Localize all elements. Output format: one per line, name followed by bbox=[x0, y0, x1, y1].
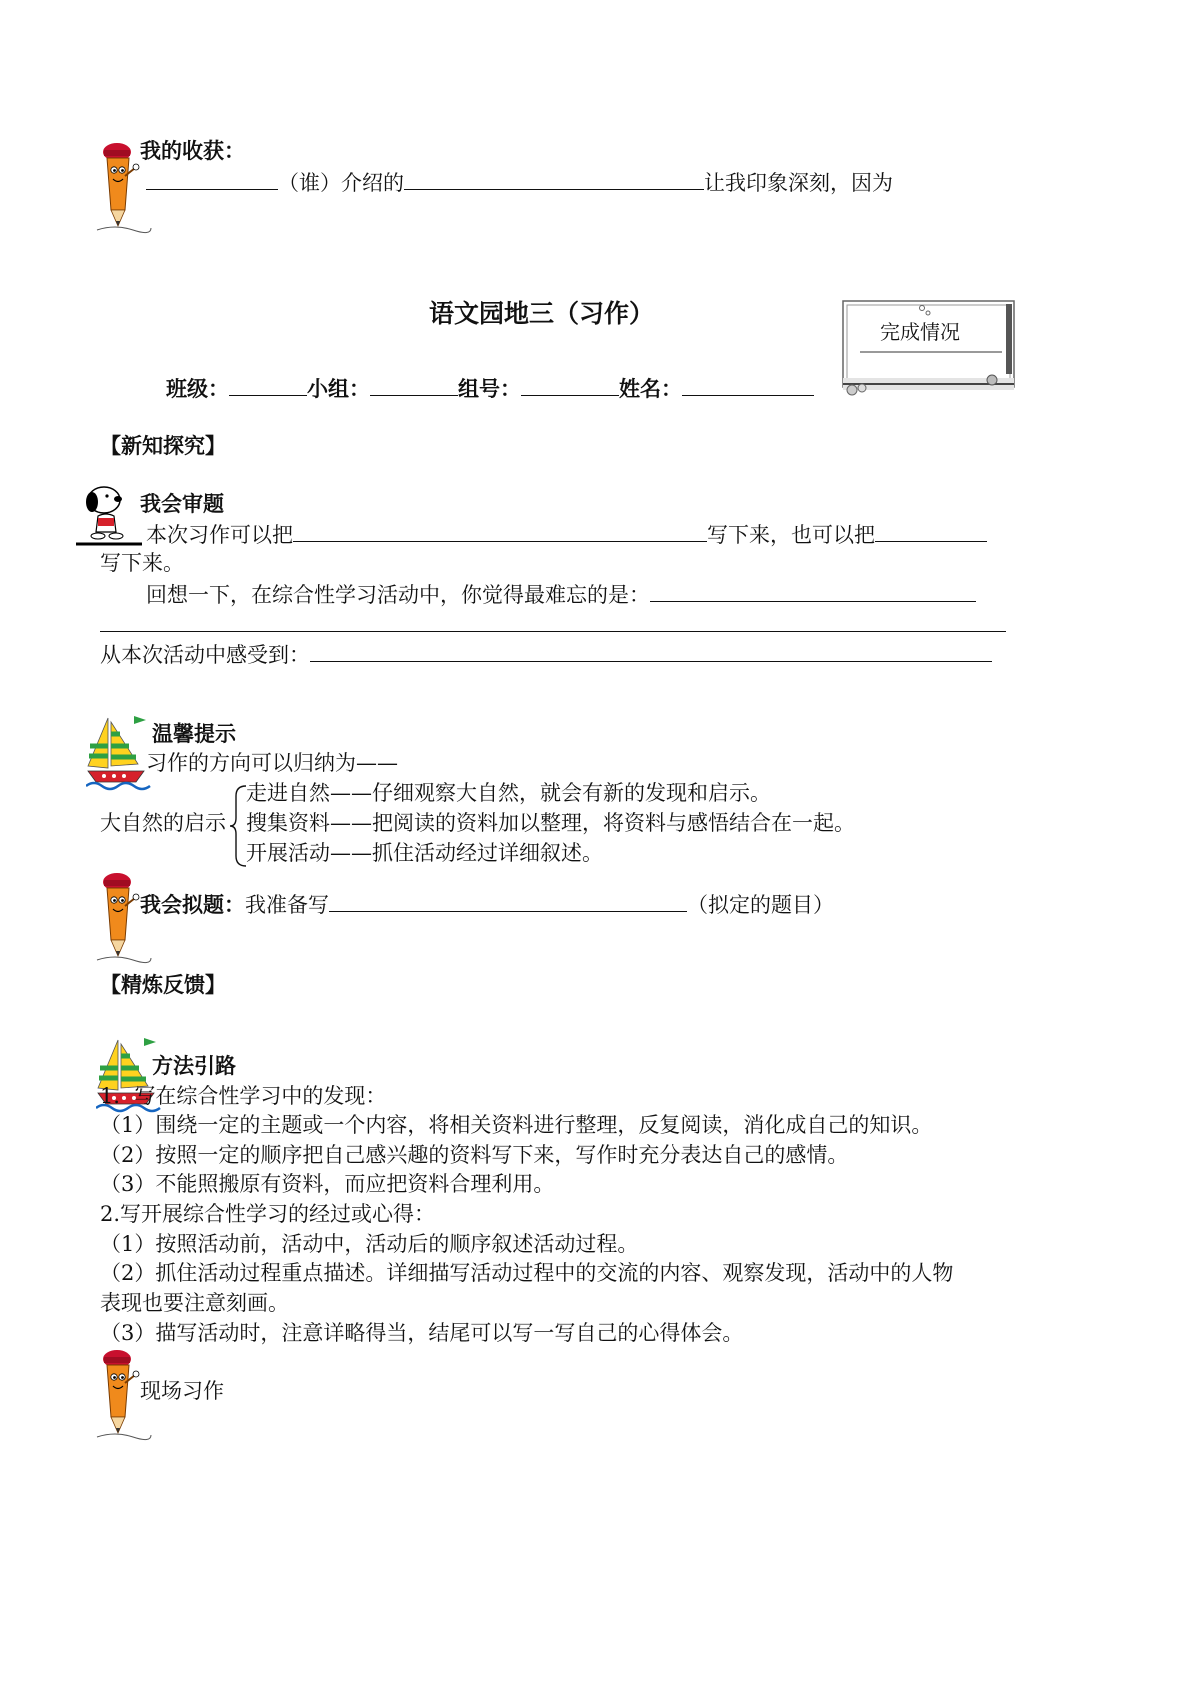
harvest-line bbox=[146, 171, 893, 194]
impress-label: 让我印象深刻，因为 bbox=[704, 171, 893, 195]
info-row bbox=[166, 377, 814, 400]
draft-title-suffix: （拟定的题目） bbox=[687, 893, 834, 917]
method-item-2-sub-2: （2）抓住活动过程重点描述。详细描写活动过程中的交流的内容、观察发现，活动中的人物 bbox=[100, 1261, 954, 1285]
review-line1-a: 本次习作可以把 bbox=[146, 523, 293, 547]
write-object-blank[interactable] bbox=[293, 523, 707, 542]
review-line3 bbox=[146, 583, 976, 606]
group-field[interactable] bbox=[370, 377, 458, 396]
draft-title-text: 我准备写 bbox=[245, 893, 329, 917]
feeling-blank[interactable] bbox=[310, 643, 992, 662]
number-field[interactable] bbox=[521, 377, 619, 396]
review-line2: 写下来。 bbox=[100, 551, 184, 575]
tips-branch-2: 搜集资料——把阅读的资料加以整理，将资料与感悟结合在一起。 bbox=[246, 811, 855, 835]
name-label: 姓名： bbox=[619, 377, 682, 401]
method-item-1-sub-3: （3）不能照搬原有资料，而应把资料合理利用。 bbox=[100, 1172, 555, 1196]
tips-intro: 习作的方向可以归纳为—— bbox=[146, 751, 398, 775]
draft-title-heading: 我会拟题： bbox=[140, 893, 245, 917]
group-label: 小组： bbox=[307, 377, 370, 401]
tips-heading: 温馨提示 bbox=[152, 722, 236, 746]
method-item-2-sub-3: （3）描写活动时，注意详略得当，结尾可以写一写自己的心得体会。 bbox=[100, 1321, 744, 1345]
practice-heading: 现场习作 bbox=[140, 1379, 224, 1403]
who-label: （谁）介绍的 bbox=[278, 171, 404, 195]
sailboat-icon bbox=[86, 716, 152, 792]
method-item-1-sub-1: （1）围绕一定的主题或一个内容，将相关资料进行整理，反复阅读，消化成自己的知识。 bbox=[100, 1113, 933, 1137]
review-line1 bbox=[146, 523, 987, 546]
tips-root: 大自然的启示 bbox=[100, 811, 226, 835]
write-object-blank-2[interactable] bbox=[875, 523, 987, 542]
review-heading: 我会审题 bbox=[140, 492, 224, 516]
who-blank[interactable] bbox=[146, 171, 278, 190]
title-blank[interactable] bbox=[329, 893, 687, 912]
number-label: 组号： bbox=[458, 377, 521, 401]
method-item-2: 2.写开展综合性学习的经过或心得： bbox=[100, 1202, 436, 1226]
class-label: 班级： bbox=[166, 377, 229, 401]
snoopy-icon bbox=[76, 482, 142, 546]
page-title: 语文园地三（习作） bbox=[429, 299, 655, 328]
completion-status-box bbox=[842, 300, 1015, 398]
review-line5-text: 从本次活动中感受到： bbox=[100, 643, 310, 667]
method-item-2-sub-1: （1）按照活动前，活动中，活动后的顺序叙述活动过程。 bbox=[100, 1232, 639, 1256]
method-item-1-sub-2: （2）按照一定的顺序把自己感兴趣的资料写下来，写作时充分表达自己的感情。 bbox=[100, 1143, 849, 1167]
method-item-1: 1．写在综合性学习中的发现： bbox=[100, 1084, 387, 1108]
memorable-blank[interactable] bbox=[650, 583, 976, 602]
section-new-knowledge: 【新知探究】 bbox=[100, 434, 226, 458]
section-feedback: 【精炼反馈】 bbox=[100, 973, 226, 997]
review-line3-text: 回想一下，在综合性学习活动中，你觉得最难忘的是： bbox=[146, 583, 650, 607]
method-heading: 方法引路 bbox=[152, 1054, 236, 1078]
answer-line[interactable] bbox=[100, 631, 1006, 632]
review-line1-b: 写下来，也可以把 bbox=[707, 523, 875, 547]
method-item-2-sub-2-cont: 表现也要注意刻画。 bbox=[100, 1291, 289, 1315]
harvest-heading: 我的收获： bbox=[140, 139, 245, 163]
name-field[interactable] bbox=[682, 377, 814, 396]
tips-branch-1: 走进自然——仔细观察大自然，就会有新的发现和启示。 bbox=[246, 781, 771, 805]
intro-blank[interactable] bbox=[404, 171, 704, 190]
class-field[interactable] bbox=[229, 377, 307, 396]
review-line5 bbox=[100, 643, 992, 666]
tips-branch-3: 开展活动——抓住活动经过详细叙述。 bbox=[246, 841, 603, 865]
draft-title-line bbox=[140, 893, 834, 916]
completion-label: 完成情况 bbox=[880, 320, 960, 344]
